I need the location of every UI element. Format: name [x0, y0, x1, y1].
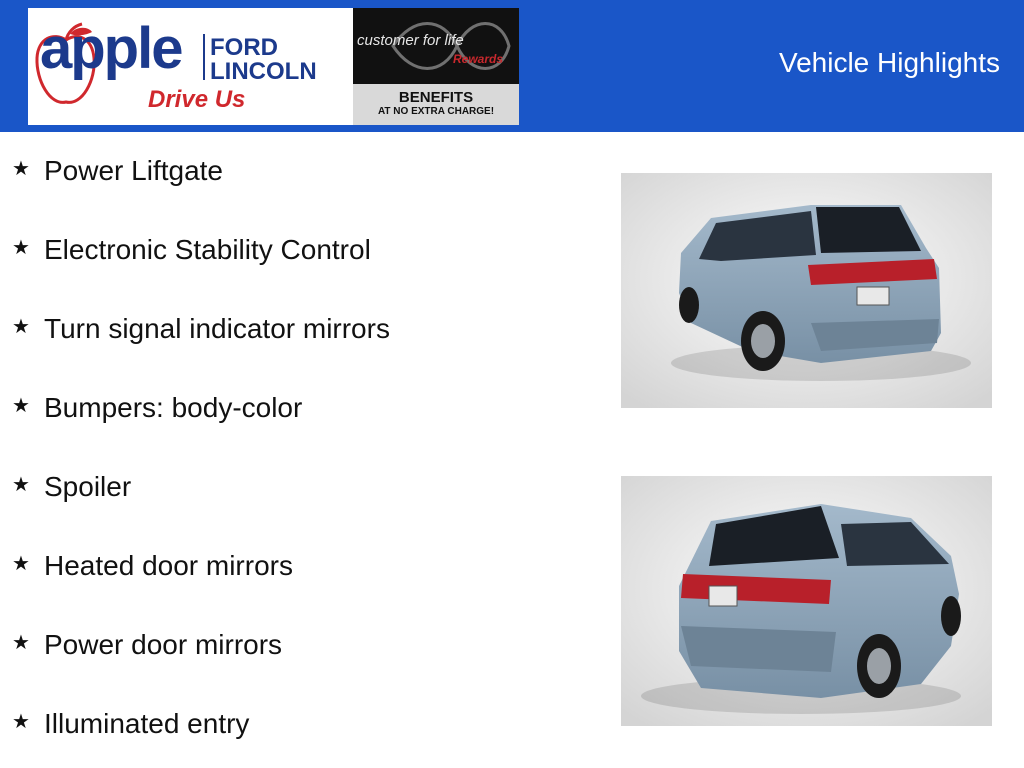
feature-label: Electronic Stability Control	[44, 234, 371, 265]
header-bar	[0, 0, 1024, 132]
star-icon: ★	[12, 553, 30, 575]
star-icon: ★	[12, 395, 30, 417]
vehicle-photo-rear-right[interactable]	[621, 476, 992, 726]
feature-item	[12, 710, 249, 738]
star-icon: ★	[12, 316, 30, 338]
badge-benefits-text: BENEFITS	[398, 89, 474, 106]
feature-label: Bumpers: body-color	[44, 392, 303, 423]
feature-label: Illuminated entry	[44, 708, 250, 739]
feature-item	[12, 236, 371, 264]
feature-label: Spoiler	[44, 471, 132, 502]
feature-item	[12, 157, 223, 185]
feature-label: Power Liftgate	[44, 155, 223, 186]
customer-for-life-badge[interactable]	[353, 8, 519, 125]
dealer-logo[interactable]	[28, 8, 353, 125]
badge-script-text: Rewards	[453, 52, 504, 66]
feature-item	[12, 394, 302, 422]
star-icon: ★	[12, 158, 30, 180]
star-icon: ★	[12, 632, 30, 654]
feature-label: Power door mirrors	[44, 629, 283, 660]
logo-apple-word: apple	[40, 16, 182, 81]
minivan-rear-left-image	[621, 173, 992, 408]
page-title: Vehicle Highlights	[778, 47, 1000, 78]
logo-divider	[203, 34, 205, 80]
star-icon: ★	[12, 711, 30, 733]
feature-item	[12, 631, 282, 659]
badge-bottom-panel	[353, 84, 519, 125]
logo-tagline: Drive Us	[148, 86, 246, 113]
feature-item	[12, 473, 131, 501]
badge-no-charge-text: AT NO EXTRA CHARGE!	[377, 106, 495, 117]
logo-brand-ford: FORD	[210, 34, 278, 61]
star-icon: ★	[12, 237, 30, 259]
feature-label: Heated door mirrors	[44, 550, 293, 581]
badge-top-panel	[353, 8, 519, 84]
star-icon: ★	[12, 474, 30, 496]
feature-label: Turn signal indicator mirrors	[44, 313, 390, 344]
vehicle-photo-rear-left[interactable]	[621, 173, 992, 408]
minivan-rear-right-image	[621, 476, 992, 726]
feature-item	[12, 552, 293, 580]
badge-top-text: customer for life	[357, 32, 464, 49]
logo-brand-lincoln: LINCOLN	[210, 58, 317, 85]
feature-item	[12, 315, 390, 343]
